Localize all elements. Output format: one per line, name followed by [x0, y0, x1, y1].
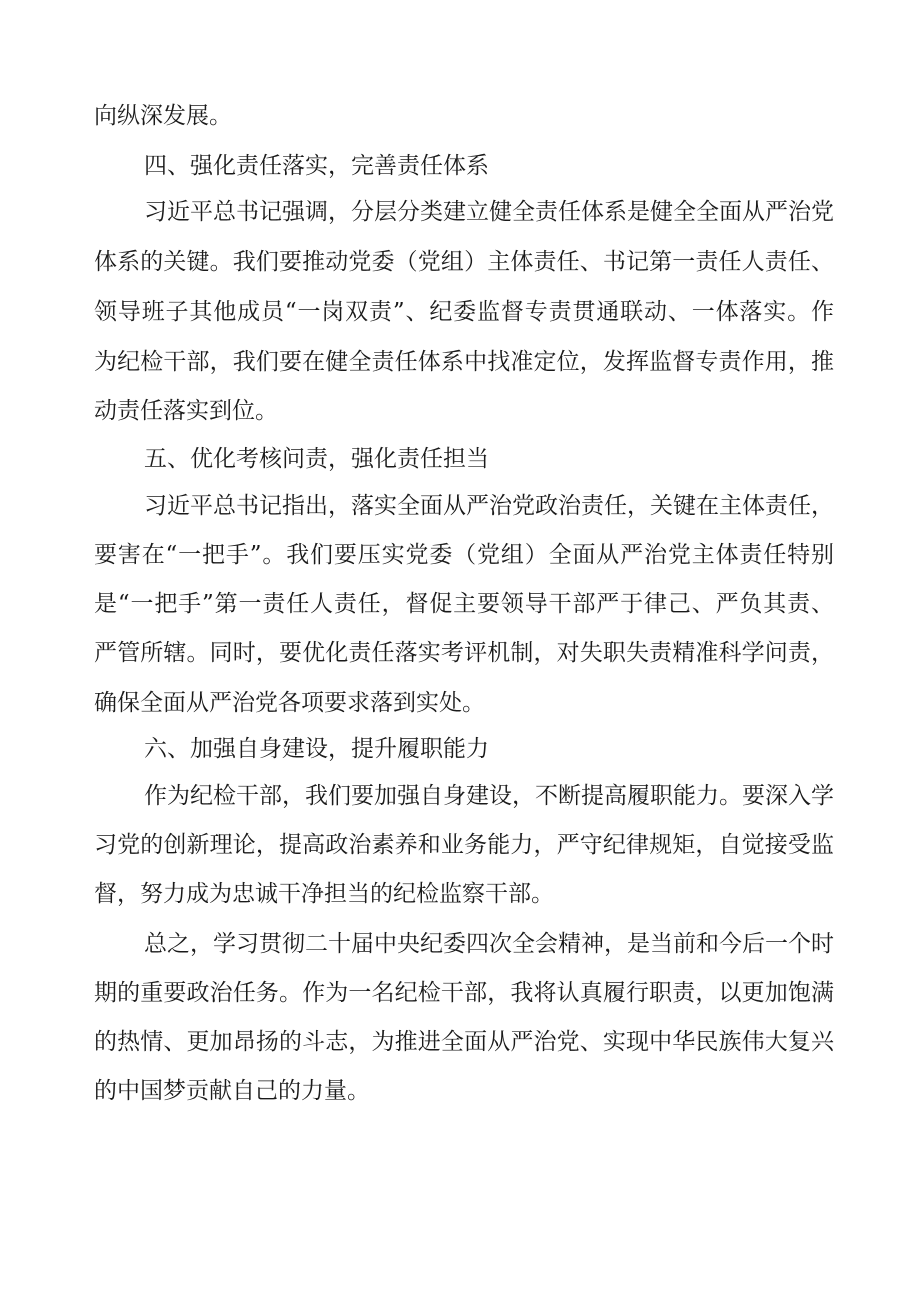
section-5-line: 习近平总书记指出，落实全面从严治党政治责任，关键在主体责任，	[144, 493, 834, 519]
section-4-line: 领导班子其他成员“一岗双责”、纪委监督专责贯通联动、一体落实。作	[94, 299, 834, 325]
section-5-heading: 五、优化考核问责，强化责任担当	[144, 446, 489, 472]
section-6-heading: 六、加强自身建设，提升履职能力	[144, 736, 489, 762]
section-5-line: 要害在“一把手”。我们要压实党委（党组）全面从严治党主体责任特别	[94, 542, 834, 568]
section-4-heading: 四、强化责任落实，完善责任体系	[144, 153, 489, 179]
section-6-line: 作为纪检干部，我们要加强自身建设，不断提高履职能力。要深入学	[144, 783, 834, 809]
section-5-line: 严管所辖。同时，要优化责任落实考评机制，对失职失责精准科学问责，	[94, 640, 834, 666]
section-4-line: 为纪检干部，我们要在健全责任体系中找准定位，发挥监督专责作用，推	[94, 349, 834, 375]
section-4-line: 动责任落实到位。	[94, 398, 278, 424]
section-4-line: 习近平总书记强调，分层分类建立健全责任体系是健全全面从严治党	[144, 199, 834, 225]
section-4-line: 体系的关键。我们要推动党委（党组）主体责任、书记第一责任人责任、	[94, 249, 834, 275]
conclusion-line: 的中国梦贡献自己的力量。	[94, 1078, 370, 1104]
section-5-line: 是“一把手”第一责任人责任，督促主要领导干部严于律己、严负其责、	[94, 591, 834, 617]
conclusion-line: 的热情、更加昂扬的斗志，为推进全面从严治党、实现中华民族伟大复兴	[94, 1029, 834, 1055]
section-6-line: 督，努力成为忠诚干净担当的纪检监察干部。	[94, 881, 554, 907]
section-6-line: 习党的创新理论，提高政治素养和业务能力，严守纪律规矩，自觉接受监	[94, 832, 834, 858]
conclusion-line: 总之，学习贯彻二十届中央纪委四次全会精神，是当前和今后一个时	[144, 931, 834, 957]
conclusion-line: 期的重要政治任务。作为一名纪检干部，我将认真履行职责，以更加饱满	[94, 980, 834, 1006]
section-5-line: 确保全面从严治党各项要求落到实处。	[94, 690, 485, 716]
intro-line: 向纵深发展。	[94, 103, 232, 129]
